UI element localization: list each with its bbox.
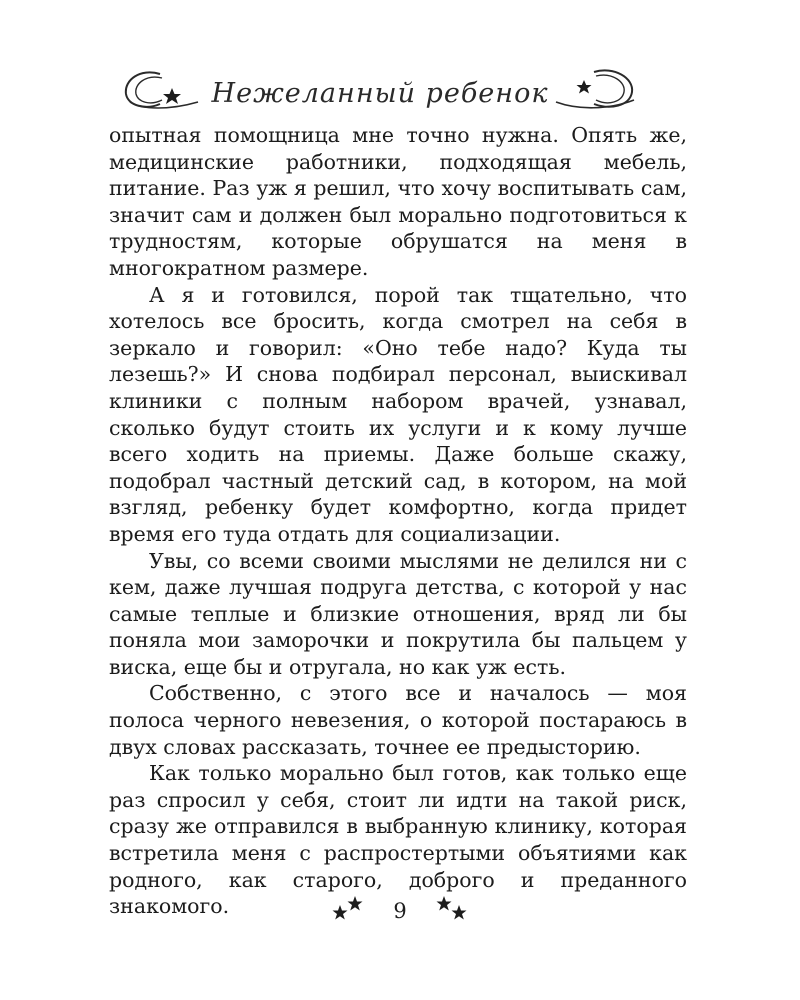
paragraph: Увы, со всеми своими мыслями не делился ни с кем, даже лучшая подруга детства, с которой у нас самые теплые и близкие отношения, вряд ли бы поняла мои заморочки и покрутила бы пальцем у виска, еще бы и отругала, но как уж есть.	[109, 548, 687, 679]
paragraph: Как только морально был готов, как только еще раз спросил у себя, стоит ли идти на такой риск, сразу же отправился в выбранную клинику, которая встретила меня с распростертыми объятиями как родного, как старого, доброго и преданного знакомого.	[109, 761, 687, 919]
paragraph: А я и готовился, порой так тщательно, что хотелось все бросить, когда смотрел на себя в зеркало и говорил: «Оно тебе надо? Куда ты лезешь?» И снова подбирал персонал, выискивал клиники с полным набором врачей, узнавал, сколько будут стоить их услуги и к кому лучше всего ходить на приемы. Даже больше скажу, подобрал частный детский сад, в котором, на мой взгляд, ребенку будет комфортно, когда придет время его туда отдать для социализации.	[109, 282, 687, 546]
moon-star-ornament-icon	[550, 66, 640, 114]
paragraph: Собственно, с этого все и началось — моя полоса черного невезения, о которой постараюсь в двух словах рассказать, точнее ее предысторию.	[109, 681, 687, 759]
moon-star-ornament-icon	[120, 66, 210, 114]
paragraph: опытная помощница мне точно нужна. Опять же, медицинские работники, подходящая мебель, питание. Раз уж я решил, что хочу воспитывать сам, значит сам и должен был морально подготовиться к трудностям, которые обрушатся на меня в многократном размере.	[109, 123, 687, 280]
running-title: Нежеланный ребенок	[211, 78, 549, 109]
page-footer	[300, 895, 500, 935]
page-number: 9	[393, 899, 407, 923]
page-header	[120, 66, 640, 118]
body-text	[109, 122, 687, 920]
two-stars-icon	[434, 895, 470, 925]
